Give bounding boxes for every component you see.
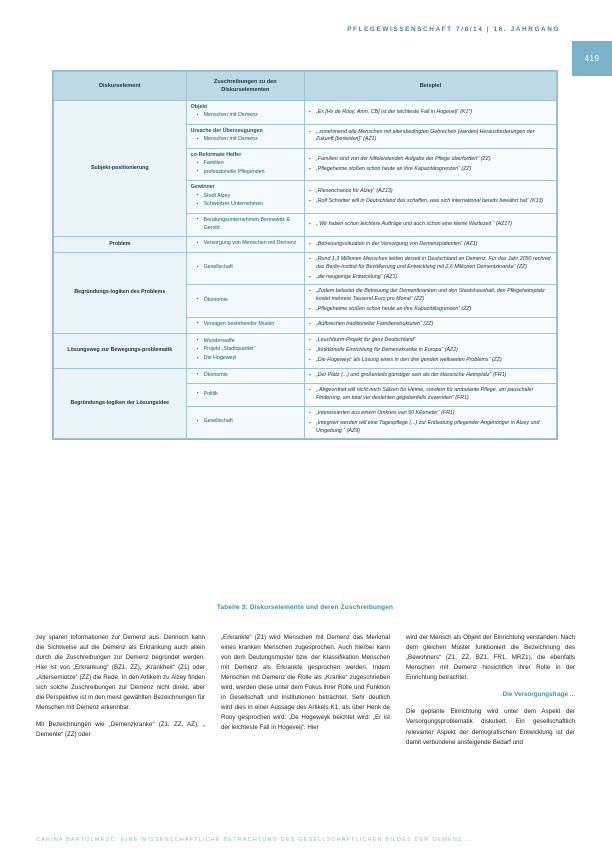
row-label-solution-rationales: Begründungs-logiken der Lösungsidee — [54, 368, 187, 439]
list-item: ▪ „Der Platz (...) und großenteils günstiger sein als der klassische Heimplatz“ (FR1) — [309, 372, 552, 380]
list-item: ▪ „Pflegeheime stoßen schon heute an ihre Kapazitätsgrenzen“ (ZZ) — [309, 306, 552, 314]
list-item: ▪ Ökonomie — [199, 372, 300, 380]
list-item: ▪ „Integriert werden will eine Tagespflege (...) zur Entlastung pflegender Angehöriger in Alzey und Umgebung “ (AZ9) — [309, 420, 552, 435]
column-header-example: Beispiel — [304, 72, 556, 101]
quote-list — [309, 372, 552, 380]
list-item: ▪ „Interessierten aus einem Umkreis van 50 Kilometer“ (FR1) — [309, 410, 552, 418]
list-item: ▪ „Riesenchance für Alzey“ (AZ13) — [309, 188, 552, 196]
list-item: ▪ „ zunehmend alle Menschen mit altersbedingten Gebrechen [werden] Herausforderungen der Zukunft [berleiden]“ (AZ1) — [309, 129, 552, 144]
list-item: ▪ Projekt „Stadtquartier“ — [199, 346, 300, 354]
attribution-cell — [186, 333, 304, 368]
attribution-list — [191, 264, 300, 272]
quote-list — [309, 321, 552, 329]
quote-list — [309, 188, 552, 206]
attribution-cell — [186, 148, 304, 181]
attribution-list — [191, 338, 300, 363]
table-header-row — [54, 72, 557, 101]
example-cell — [304, 213, 556, 236]
attribution-cell — [186, 101, 304, 125]
attribution-cell — [186, 252, 304, 285]
table-head — [54, 72, 557, 101]
discourse-elements-table-container — [52, 70, 558, 440]
column-header-element: Diskurselement — [54, 72, 187, 101]
table-row — [54, 368, 557, 384]
list-item: ▪ Schweitzer Unternehmen — [199, 201, 300, 209]
attribution-list — [191, 391, 300, 399]
list-item: ▪ „Rund 1,3 Millionen Menschen leiden derzeit in Deutschland an Demenz. Für das Jahr 2050 rechnet das Berlin-Institut für Bevölkerung und Entwicklung mit 2,6 Millionen Dementzkranke“ (ZZ) — [309, 256, 552, 271]
quote-list — [309, 221, 552, 229]
list-item: ▪ „funktionelle Einrichtung für Demenzkranke in Europa“ (AZ2) — [309, 347, 552, 355]
list-item: ▪ „Betreuungssituation in der Versorgung von Demenzpatienten“ (AZ1) — [309, 241, 552, 249]
attribution-list — [191, 160, 300, 176]
paragraph: wird der Mensch als Objekt der Einrichtung verstanden. Nach dem gleichen Muster funktioniert die Bezeichnung des „Bewohners“ (Z1, ZZ, BZ1, FR1, MRZ1), die ebenfalls Menschen mit Demenz hinsichtlich ihrer Rolle in der Einrichtung betrachtet. — [406, 634, 575, 682]
list-item: ▪ Versorgung von Menschen mit Demenz — [199, 240, 300, 248]
example-cell — [304, 237, 556, 253]
body-column-3 — [406, 633, 575, 755]
attribution-list — [191, 217, 300, 232]
attribution-cell — [186, 384, 304, 406]
list-item: ▪ Ökonomie — [199, 297, 300, 305]
list-item: ▪ „Leuchtturm-Projekt für ganz Deutschland“ — [309, 337, 552, 345]
discourse-elements-table — [53, 71, 557, 439]
example-cell — [304, 252, 556, 285]
row-label-subject-positioning: Subjekt-positionierung — [54, 101, 187, 237]
attribution-cell — [186, 368, 304, 384]
page-footer: CARINA BARTOLMEUC: EINE WISSENSCHAFTLICHE BETRACHTUNG DES GESELLSCHAFTLICHEN BILDES DER DEMENZ ... — [36, 837, 474, 843]
attribution-list — [191, 372, 300, 380]
list-item: ▪ „die neugierige Entwicklung“ (AZ1) — [309, 274, 552, 282]
attribution-list — [191, 193, 300, 209]
list-item: ▪ Gesellschaft — [199, 264, 300, 272]
attribution-cell — [186, 317, 304, 333]
example-cell — [304, 368, 556, 384]
attribution-subhead: Ursache der Überzeugungen — [190, 128, 263, 135]
list-item: ▪ „Es [Hs de Rooy, Anm. CB] ist der leichteste Fall in Hogeveij“ (K1*) — [309, 109, 552, 117]
attribution-cell — [186, 213, 304, 236]
example-cell — [304, 333, 556, 368]
table-row — [54, 101, 557, 125]
quote-list — [309, 109, 552, 117]
list-item: ▪ „ Abgeordnet will nicht noch Sätzen für Heime, sondern für ambulante Pflege, um pauschaler Finderung, am total ver destehlen gegebenfalls zuwenden“ (FR1) — [309, 387, 552, 402]
attribution-subhead: co-Reformate Helfer — [190, 151, 242, 158]
quote-list — [309, 337, 552, 365]
list-item: ▪ Familien — [199, 160, 300, 168]
list-item: ▪ „Pflegeheime stoßen schon heute an ihre Kapazitätsgrenzen“ (ZZ) — [309, 166, 552, 174]
attribution-list — [191, 297, 300, 305]
paragraph: „Erkrankte“ (Z1) wird Menschen mit Demenz das Merkmal eines kranken Menschen zugesprochen. Auch hierbei kann von dem Deutungsmuster bzw. der Klassifikation Menschen mit Demenz als Erkrankte gesprochen werden. Indem Menschen mit Demenz die Rolle als „Kranke“ zugeschrieben wird, werden diese unter dem Fokus ihrer Rolle und Funktion in Gesellschaft und Institutionen betrachtet. Sehr deutlich wird dies in einer Aussage des Artikels K1, als über Henk de Rooy gesprochen wird: „De Hogeweyk beichtet wird: „Er ist der leichteste Fall in Hogeveij“. Hier — [221, 634, 390, 732]
quote-list — [309, 288, 552, 314]
quote-list — [309, 256, 552, 282]
row-label-solution-path: Lösungsweg zur Bewegungs-problematik — [54, 333, 187, 368]
quote-list — [309, 387, 552, 402]
journal-header-text: PFLEGEWISSENSCHAFT 7/8/14 | 16. JAHRGANG — [347, 26, 560, 33]
list-item: ▪ Beratungsunternehmen Bennewitz & Gerold — [199, 217, 300, 232]
list-item: ▪ „Zudem belastet die Betreuung der Dementkranken und den Staatshaushalt, den Pflegeheimplatz kostet mehrere Tausend Euro pro Monat“ (ZZ) — [309, 288, 552, 303]
list-item: ▪ „Rolf Schretter will in Deutschland das schaffen, was sich international bereits bewährt hat“ (K13) — [309, 198, 552, 206]
attribution-list — [191, 112, 300, 120]
journal-header — [347, 26, 560, 33]
body-column-1 — [36, 633, 205, 755]
table-body — [54, 101, 557, 439]
paragraph: zey sparen Informationen zur Demenz aus. Dennoch kann die Sichtweise auf die Demenz als Erkrankung auch allein durch die Zuschreibungen zur Demenz begründet werden. Hier ist von „Erkrankung“ (BZ1, ZZ), „Krankheit“ (Z1) oder „Altersemiotze“ (ZZ) die Rede. In den Artikeln zu Alzey finden sich solche Zuschreibungen zur Demenz nicht direkt, aber die Perspektive ist in den meist gewählten Bezeichnungen für Menschen mit Demenz erkennbar. — [36, 634, 205, 712]
attribution-subhead: Gewinner — [190, 184, 215, 191]
example-cell — [304, 285, 556, 318]
table-caption: Tabelle 3: Diskurselemente und deren Zuschreibungen — [216, 604, 394, 611]
list-item: ▪ „ Wir haben schon leichtere Aufträge und auch schon eine kleine Wartezeit “ (AZ17) — [309, 221, 552, 229]
body-column-2 — [221, 633, 390, 755]
list-item: ▪ Stadt Alzey — [199, 193, 300, 201]
attribution-cell — [186, 181, 304, 214]
column-header-attributions: Zuschreibungen zu den Diskurselementen — [186, 72, 304, 101]
list-item: ▪ Politik — [199, 391, 300, 399]
attribution-list — [191, 418, 300, 426]
attribution-cell — [186, 285, 304, 318]
example-cell — [304, 125, 556, 149]
example-cell — [304, 406, 556, 439]
page-number-badge — [572, 41, 612, 76]
list-item: ▪ Versagen bestehender Muster — [199, 321, 300, 329]
list-item: ▪ Wunderwaffe — [199, 338, 300, 346]
list-item: ▪ Menschen mit Demenz — [199, 112, 300, 120]
row-label-problem: Problem — [54, 237, 187, 253]
list-item: ▪ Die Hogeweyl — [199, 355, 300, 363]
quote-list — [309, 156, 552, 174]
paragraph: Mit Bezeichnungen wie „Demenzkranke“ (Z1, ZZ, AZ), „ Demente“ (ZZ) oder — [36, 721, 205, 739]
list-item: ▪ Gesellschaft — [199, 418, 300, 426]
row-label-problem-rationales: Begründungs-logiken des Problems — [54, 252, 187, 333]
attribution-list — [191, 240, 300, 248]
example-cell — [304, 181, 556, 214]
list-item: ▪ professionelle Pflegenden — [199, 169, 300, 177]
list-item: ▪ „Familien sind von der hilfeleistenden Aufgabe der Pflege überfordert“ (ZZ) — [309, 156, 552, 164]
example-cell — [304, 384, 556, 406]
example-cell — [304, 101, 556, 125]
attribution-cell — [186, 406, 304, 439]
example-cell — [304, 317, 556, 333]
attribution-list — [191, 136, 300, 144]
list-item: ▪ „Die Hogeweyl: als Lösung eines in den drei genden weltweiten Problems“ (ZZ) — [309, 357, 552, 365]
list-item: ▪ „Aufbrechen traditioneller Familienstrukturen“ (ZZ) — [309, 321, 552, 329]
table-row — [54, 237, 557, 253]
subsection-title: Die Versorgungsfrage ... — [502, 691, 575, 699]
attribution-subhead: Objekt — [190, 104, 208, 111]
example-cell — [304, 148, 556, 181]
quote-list — [309, 241, 552, 249]
attribution-cell — [186, 125, 304, 149]
table-row — [54, 252, 557, 285]
paragraph: Die geplante Einrichtung wird unter dem Aspekt der Versorgungsproblematik diskutiert. Ein gesellschaftlich relevanter Aspekt der demografischen Entwicklung ist der damit verbundene ansteigende Bedarf und — [406, 708, 575, 746]
page-number-label: 419 — [584, 54, 600, 63]
table-row — [54, 333, 557, 368]
quote-list — [309, 410, 552, 436]
list-item: ▪ Menschen mit Demenz — [199, 136, 300, 144]
body-columns — [36, 633, 576, 755]
attribution-list — [191, 321, 300, 329]
quote-list — [309, 129, 552, 144]
attribution-cell — [186, 237, 304, 253]
